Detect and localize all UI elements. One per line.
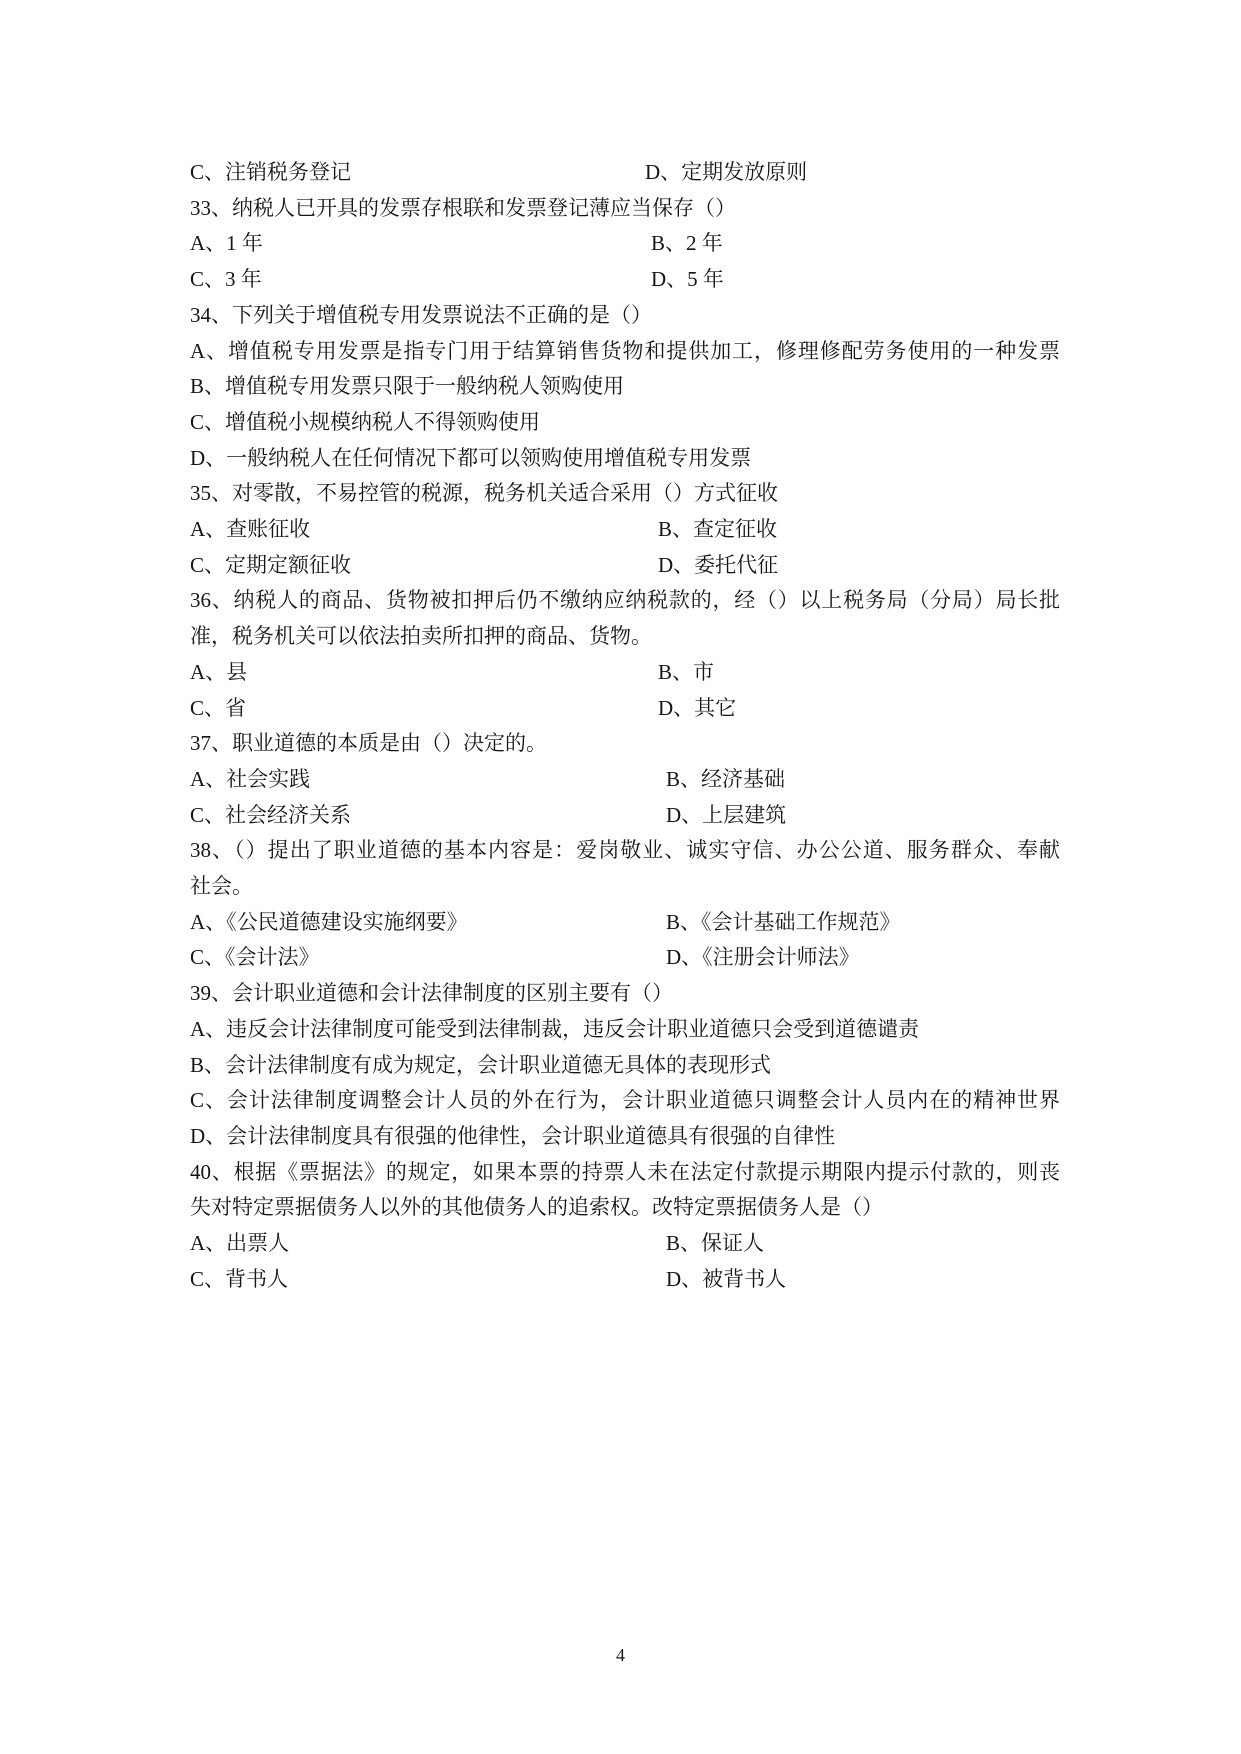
- option-d: D、定期发放原则: [645, 160, 808, 184]
- option-d: D、一般纳税人在任何情况下都可以领购使用增值税专用发票: [190, 445, 752, 470]
- option-d: D、《注册会计师法》: [666, 945, 860, 970]
- options-row: [190, 1226, 1060, 1262]
- option-b: B、保证人: [666, 1231, 765, 1256]
- options-row: [190, 548, 1060, 584]
- option-c: C、《会计法》: [190, 945, 320, 970]
- option-a: A、出票人: [190, 1231, 290, 1256]
- question-stem-continued: 社会。: [190, 874, 253, 899]
- question-stem: 35、对零散，不易控管的税源，税务机关适合采用（）方式征收: [190, 481, 778, 506]
- option-c: C、省: [190, 695, 247, 720]
- question-stem: 40、根据《票据法》的规定，如果本票的持票人未在法定付款提示期限内提示付款的，则丧: [190, 1159, 1060, 1184]
- option-b: B、经济基础: [666, 766, 786, 791]
- continued-options-row: [190, 155, 1060, 191]
- question-stem: 39、会计职业道德和会计法律制度的区别主要有（）: [190, 981, 673, 1006]
- question-stem-continued: 准，税务机关可以依法拍卖所扣押的商品、货物。: [190, 624, 652, 649]
- option-a: A、《公民道德建设实施纲要》: [190, 909, 468, 934]
- question-stem: 36、纳税人的商品、货物被扣押后仍不缴纳应纳税款的，经（）以上税务局（分局）局长批: [190, 588, 1060, 613]
- option-d: D、其它: [658, 695, 737, 720]
- option-c: C、3 年: [190, 267, 262, 292]
- option-c: C、增值税小规模纳税人不得领购使用: [190, 409, 541, 434]
- options-row: [190, 691, 1060, 727]
- options-row: [190, 262, 1060, 298]
- question-40: [190, 1155, 1060, 1298]
- option-b: B、增值税专用发票只限于一般纳税人领购使用: [190, 374, 625, 399]
- question-34: [190, 298, 1060, 477]
- option-a: A、查账征收: [190, 517, 311, 542]
- option-c: C、会计法律制度调整会计人员的外在行为，会计职业道德只调整会计人员内在的精神世界: [190, 1088, 1060, 1113]
- question-39: [190, 976, 1060, 1155]
- option-a: A、违反会计法律制度可能受到法律制裁，违反会计职业道德只会受到道德谴责: [190, 1016, 920, 1041]
- options-row: [190, 655, 1060, 691]
- question-stem-continued: 失对特定票据债务人以外的其他债务人的追索权。改特定票据债务人是（）: [190, 1195, 883, 1220]
- option-a: A、县: [190, 659, 248, 684]
- question-35: [190, 476, 1060, 583]
- question-36: [190, 583, 1060, 726]
- option-c: C、定期定额征收: [190, 552, 352, 577]
- option-b: B、《会计基础工作规范》: [666, 909, 901, 934]
- option-c: C、社会经济关系: [190, 802, 352, 827]
- option-b: B、2 年: [651, 231, 723, 256]
- option-d: D、上层建筑: [666, 802, 787, 827]
- question-stem: 37、职业道德的本质是由（）决定的。: [190, 731, 547, 756]
- option-b: B、会计法律制度有成为规定，会计职业道德无具体的表现形式: [190, 1052, 772, 1077]
- options-row: [190, 905, 1060, 941]
- option-c: C、注销税务登记: [190, 160, 352, 184]
- option-a: A、社会实践: [190, 766, 311, 791]
- options-row: [190, 512, 1060, 548]
- question-33: [190, 191, 1060, 298]
- option-a: A、1 年: [190, 231, 263, 256]
- options-row: [190, 940, 1060, 976]
- options-row: [190, 762, 1060, 798]
- question-stem: 38、（）提出了职业道德的基本内容是：爱岗敬业、诚实守信、办公公道、服务群众、奉献: [190, 838, 1060, 863]
- question-list: [190, 155, 1060, 1298]
- options-row: [190, 226, 1060, 262]
- option-b: B、市: [658, 659, 715, 684]
- option-a: A、增值税专用发票是指专门用于结算销售货物和提供加工，修理修配劳务使用的一种发票: [190, 338, 1060, 363]
- options-row: [190, 1262, 1060, 1298]
- option-b: B、查定征收: [658, 517, 778, 542]
- question-stem: 33、纳税人已开具的发票存根联和发票登记薄应当保存（）: [190, 195, 736, 220]
- page-number: 4: [616, 1645, 625, 1665]
- question-stem: 34、下列关于增值税专用发票说法不正确的是（）: [190, 302, 652, 327]
- option-c: C、背书人: [190, 1266, 289, 1291]
- question-38: [190, 833, 1060, 976]
- option-d: D、5 年: [651, 267, 724, 292]
- option-d: D、委托代征: [658, 552, 779, 577]
- option-d: D、被背书人: [666, 1266, 787, 1291]
- options-row: [190, 798, 1060, 834]
- option-d: D、会计法律制度具有很强的他律性，会计职业道德具有很强的自律性: [190, 1123, 836, 1148]
- question-37: [190, 726, 1060, 833]
